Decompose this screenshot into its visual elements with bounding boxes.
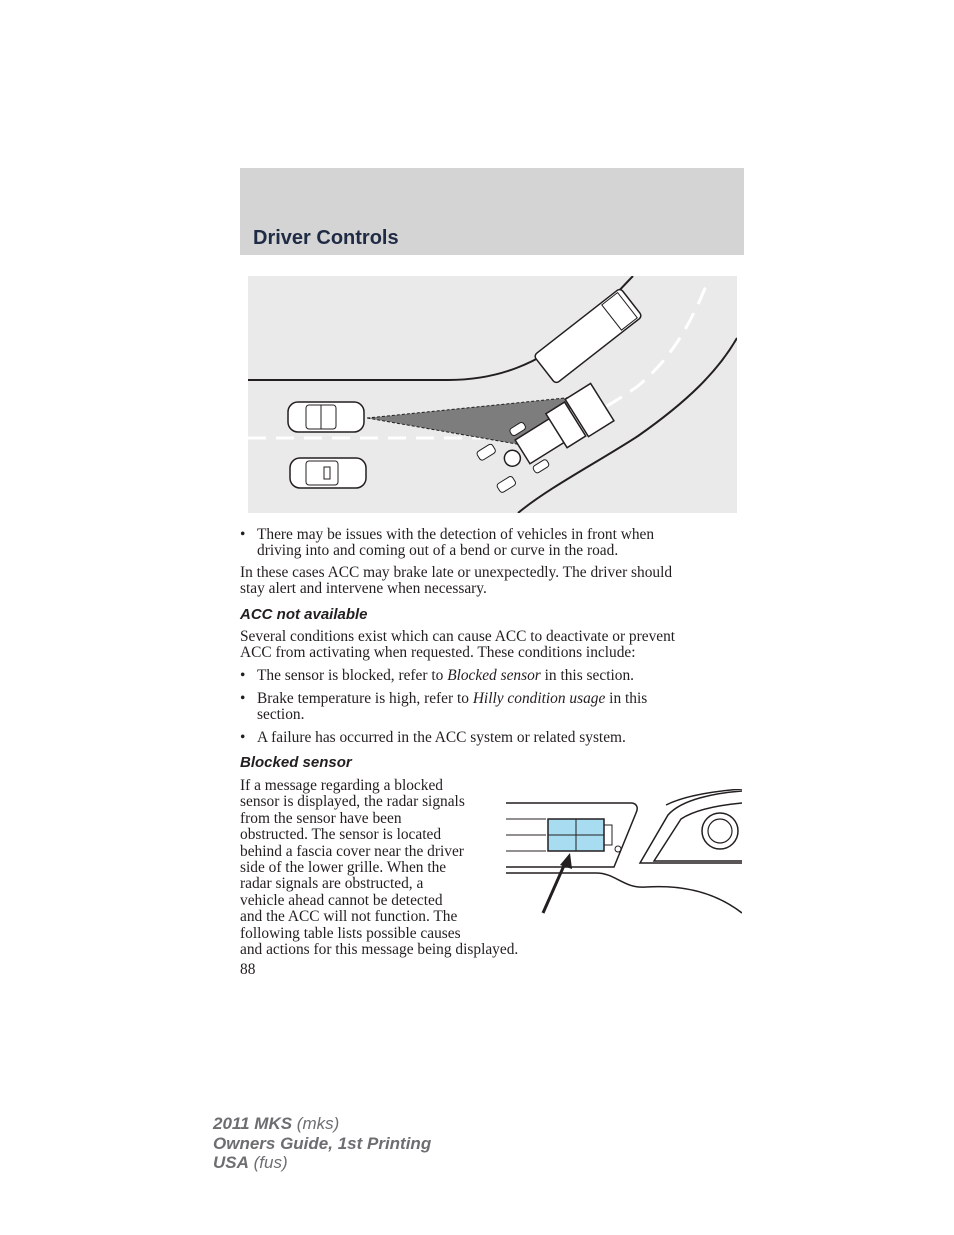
para-conditions xyxy=(240,629,750,662)
blocked-sensor-reference: Blocked sensor xyxy=(447,667,541,684)
bullet-sensor-text: The sensor is blocked, refer to xyxy=(257,667,448,684)
acc-curve-drawing xyxy=(248,276,737,513)
sensor-location-drawing xyxy=(506,789,742,915)
blocked-line: vehicle ahead cannot be detected xyxy=(240,891,443,909)
bullet-sensor-tail: in this section. xyxy=(540,667,634,684)
heading-acc-not-available: ACC not available xyxy=(240,606,368,623)
bullet-brake-line2: section. xyxy=(257,706,305,724)
bullet-glyph: • xyxy=(240,667,246,684)
para-conditions-line2: ACC from activating when requested. These conditions include: xyxy=(240,644,636,662)
section-title: Driver Controls xyxy=(253,227,399,249)
bullet-glyph: • xyxy=(240,729,246,746)
bullet-glyph: • xyxy=(240,690,246,707)
blocked-line: following table lists possible causes xyxy=(240,924,461,942)
bullet-bend-line2: driving into and coming out of a bend or curve in the road. xyxy=(257,542,619,560)
blocked-line: and actions for this message being displayed. xyxy=(240,941,519,959)
blocked-line: radar signals are obstructed, a xyxy=(240,875,424,893)
page-number: 88 xyxy=(240,961,256,978)
adjacent-car xyxy=(290,458,366,488)
bullet-glyph: • xyxy=(240,526,246,543)
acc-curve-illustration xyxy=(248,276,737,513)
footer-model-code: (mks) xyxy=(292,1114,340,1133)
footer-model: 2011 MKS xyxy=(213,1114,293,1133)
blocked-line: sensor is displayed, the radar signals xyxy=(240,793,465,811)
footer-guide: Owners Guide, 1st Printing xyxy=(213,1133,432,1153)
sensor-location-illustration xyxy=(506,789,742,915)
oncoming-truck xyxy=(534,288,643,384)
blocked-line: obstructed. The sensor is located xyxy=(240,826,442,844)
footer-market: USA xyxy=(213,1153,249,1172)
bullet-brake-text: Brake temperature is high, refer to xyxy=(257,690,473,707)
bullet-brake-tail: in this xyxy=(605,690,648,707)
para-cases-line1: In these cases ACC may brake late or unexpectedly. The driver should xyxy=(240,564,673,581)
heading-blocked-sensor: Blocked sensor xyxy=(240,754,352,771)
para-conditions-line1: Several conditions exist which can cause ACC to deactivate or prevent xyxy=(240,628,676,645)
document-footer xyxy=(213,1114,431,1173)
blocked-line: side of the lower grille. When the xyxy=(240,859,447,877)
para-cases-line2: stay alert and intervene when necessary. xyxy=(240,580,487,598)
blocked-line: from the sensor have been xyxy=(240,809,402,827)
bullet-bend-line1: There may be issues with the detection of vehicles in front when xyxy=(257,526,655,543)
bullet-failure-text: A failure has occurred in the ACC system or related system. xyxy=(257,729,626,746)
pointer-arrow-icon xyxy=(543,861,566,913)
blocked-line: If a message regarding a blocked xyxy=(240,777,443,794)
para-cases xyxy=(240,565,750,598)
ego-car xyxy=(288,402,364,432)
footer-market-code: (fus) xyxy=(248,1153,288,1172)
hilly-condition-reference: Hilly condition usage xyxy=(472,690,606,707)
blocked-line: and the ACC will not function. The xyxy=(240,908,458,926)
blocked-line: behind a fascia cover near the driver xyxy=(240,842,464,860)
